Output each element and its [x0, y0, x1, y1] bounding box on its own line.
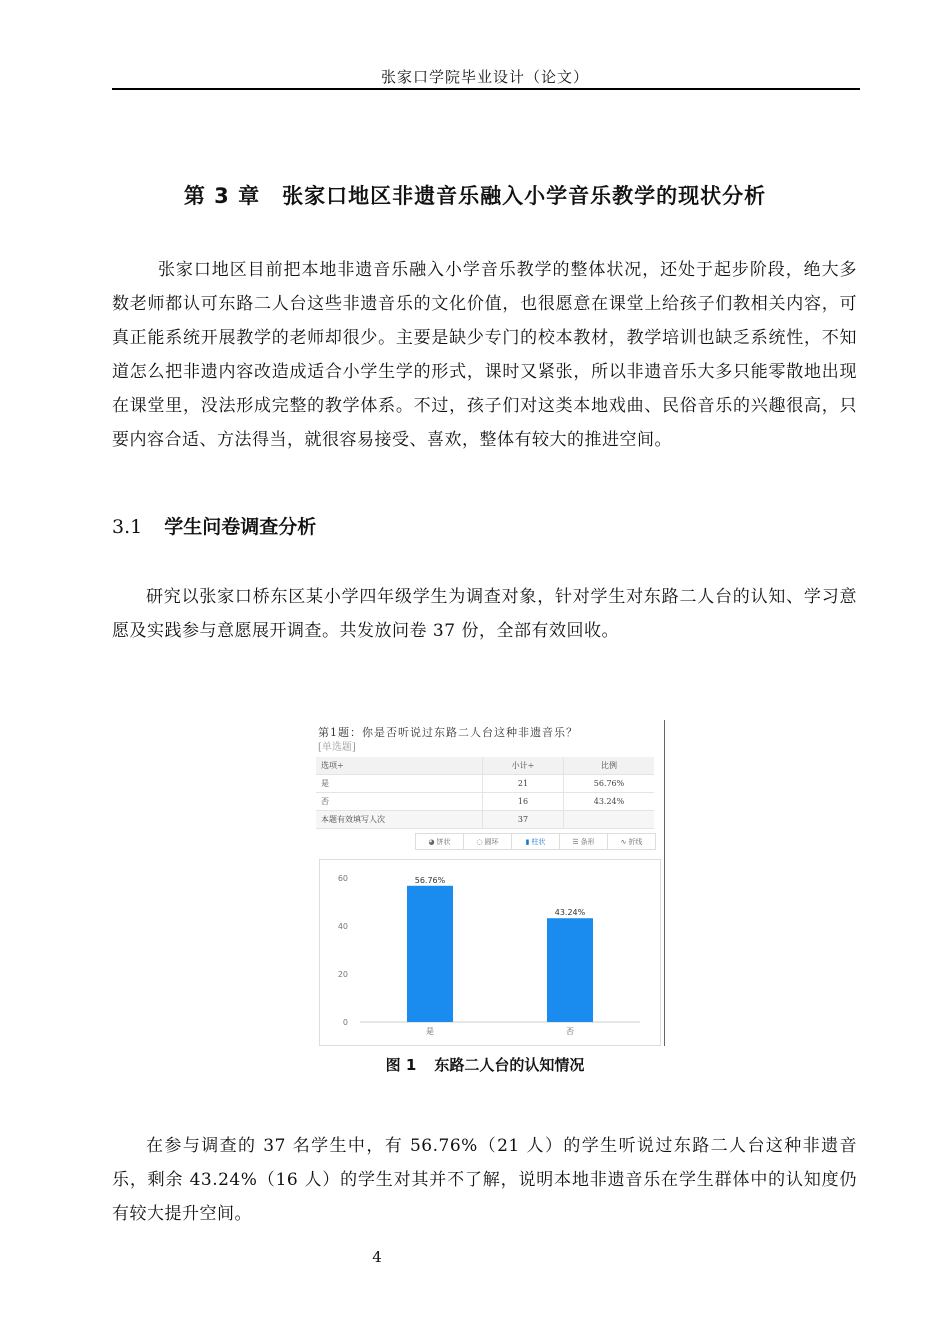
pie-chart-icon: ◕: [428, 837, 435, 846]
survey-question: 第1题：你是否听说过东路二人台这种非遗音乐？: [318, 726, 578, 739]
chart-type-bar-button[interactable]: [511, 833, 560, 850]
section-title: 学生问卷调查分析: [164, 516, 317, 538]
chart-type-label: 柱状: [531, 837, 546, 846]
chart-type-donut-button[interactable]: [463, 833, 512, 850]
row-count: 21: [483, 775, 564, 793]
x-tick-label: 是: [426, 1027, 434, 1036]
chart-type-label: 圆环: [484, 837, 499, 846]
chart-type-line-button[interactable]: [607, 833, 656, 850]
page-number: 4: [372, 1248, 382, 1266]
caption-label: 图 1: [385, 1056, 417, 1074]
chart-type-pie-button[interactable]: [415, 833, 464, 850]
row-ratio: 56.76%: [564, 775, 655, 793]
header-rule: [112, 88, 860, 90]
header-count: 小计÷: [483, 757, 564, 775]
total-count: 37: [483, 811, 564, 829]
chart-type-label: 折线: [628, 837, 643, 846]
total-label: 本题有效填写人次: [316, 811, 483, 829]
figure-edge: [664, 720, 665, 1046]
question-type-tag: [单选题]: [318, 742, 356, 753]
table-row: [316, 775, 654, 793]
survey-paragraph: 研究以张家口桥东区某小学四年级学生为调查对象，针对学生对东路二人台的认知、学习意愿及实践参与意愿展开调查。共发放问卷 37 份，全部有效回收。: [112, 587, 857, 641]
horizontal-bar-icon: ☰: [572, 837, 579, 846]
figure-caption: [0, 1054, 950, 1075]
bar-chart-icon: ▮: [525, 837, 530, 846]
bar: [547, 918, 593, 1022]
bar-chart-svg: [320, 860, 660, 1045]
chart-type-toolbar: [416, 833, 656, 850]
donut-chart-icon: ◌: [476, 837, 483, 846]
y-tick-label: 60: [337, 874, 348, 883]
caption-text: 东路二人台的认知情况: [434, 1056, 585, 1074]
section-number: 3.1: [112, 516, 143, 538]
row-count: 16: [483, 793, 564, 811]
total-ratio: [564, 811, 655, 829]
bar-data-label: 43.24%: [554, 908, 586, 918]
y-tick-label: 40: [337, 922, 348, 931]
bar-chart: [319, 859, 661, 1046]
chart-type-label: 饼状: [436, 837, 451, 846]
survey-figure: [314, 720, 668, 1046]
page-header: 张家口学院毕业设计（论文）: [380, 68, 589, 86]
survey-result-table: [316, 757, 654, 829]
row-ratio: 43.24%: [564, 793, 655, 811]
y-tick-label: 20: [337, 970, 348, 979]
chart-type-hbar-button[interactable]: [559, 833, 608, 850]
chapter-title: 第 3 章 张家口地区非遗音乐融入小学音乐教学的现状分析: [183, 184, 767, 208]
row-option: 否: [316, 793, 483, 811]
bar: [407, 886, 453, 1022]
header-option: 选项÷: [316, 757, 483, 775]
x-tick-label: 否: [566, 1027, 574, 1036]
table-row: [316, 793, 654, 811]
chart-type-label: 条形: [580, 837, 595, 846]
table-total-row: [316, 811, 654, 829]
header-ratio: 比例: [564, 757, 655, 775]
line-chart-icon: ∿: [620, 837, 627, 846]
table-header-row: [316, 757, 654, 775]
row-option: 是: [316, 775, 483, 793]
bar-data-label: 56.76%: [414, 875, 446, 885]
section-heading: [112, 512, 316, 539]
analysis-paragraph: 在参与调查的 37 名学生中，有 56.76%（21 人）的学生听说过东路二人台这种非遗音乐，剩余 43.24%（16 人）的学生对其并不了解，说明本地非遗音乐在学生群体中的认知度仍有较大提升空间。: [112, 1136, 857, 1224]
y-tick-label: 0: [342, 1018, 348, 1027]
intro-paragraph: 张家口地区目前把本地非遗音乐融入小学音乐教学的整体状况，还处于起步阶段，绝大多数老师都认可东路二人台这些非遗音乐的文化价值，也很愿意在课堂上给孩子们教相关内容，可真正能系统开展教学的老师却很少。主要是缺少专门的校本教材，教学培训也缺乏系统性，不知道怎么把非遗内容改造成适合小学生学的形式，课时又紧张，所以非遗音乐大多只能零散地出现在课堂里，没法形成完整的教学体系。不过，孩子们对这类本地戏曲、民俗音乐的兴趣很高，只要内容合适、方法得当，就很容易接受、喜欢，整体有较大的推进空间。: [112, 260, 857, 450]
